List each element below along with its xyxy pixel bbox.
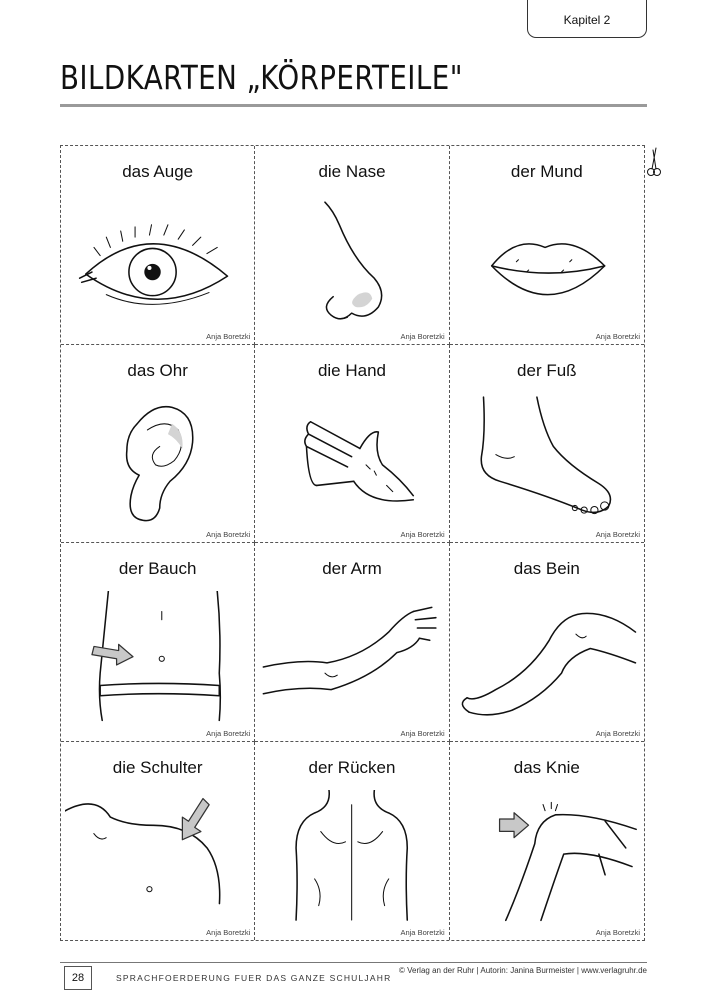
card-credit: Anja Boretzki xyxy=(400,928,445,937)
card-label: das Knie xyxy=(513,757,580,777)
shoulder-icon xyxy=(65,790,250,925)
leg-icon xyxy=(454,591,640,725)
page-title: BILDKARTEN „KÖRPERTEILE" xyxy=(60,58,463,97)
card-credit: Anja Boretzki xyxy=(206,928,251,937)
card-credit: Anja Boretzki xyxy=(595,928,640,937)
book-title: SPRACHFOERDERUNG FUER DAS GANZE SCHULJAHR xyxy=(116,973,392,983)
eye-icon xyxy=(65,194,250,328)
card-credit: Anja Boretzki xyxy=(206,530,251,539)
card-label: das Auge xyxy=(122,162,194,181)
card-label: der Rücken xyxy=(308,757,396,777)
belly-icon xyxy=(65,591,250,725)
card-grid xyxy=(60,145,645,941)
card-arm xyxy=(255,543,449,742)
card-label: die Schulter xyxy=(112,757,203,777)
title-underline xyxy=(60,104,647,107)
card-label: das Bein xyxy=(513,559,580,578)
mouth-icon xyxy=(454,194,640,328)
page-number: 28 xyxy=(64,966,92,990)
card-credit: Anja Boretzki xyxy=(206,728,251,738)
card-credit: Anja Boretzki xyxy=(400,331,445,341)
card-label: der Fuß xyxy=(517,360,577,380)
card-label: der Bauch xyxy=(118,559,197,578)
card-label: die Nase xyxy=(318,162,386,181)
knee-icon xyxy=(454,790,640,925)
arm-icon xyxy=(259,591,444,725)
card-credit: Anja Boretzki xyxy=(595,331,640,341)
card-shoulder xyxy=(61,742,255,941)
card-knee xyxy=(450,742,644,941)
chapter-tab: Kapitel 2 xyxy=(527,0,647,38)
hand-icon xyxy=(259,393,444,527)
foot-icon xyxy=(454,393,640,527)
card-foot xyxy=(450,345,644,544)
card-leg xyxy=(450,543,644,742)
ear-icon xyxy=(65,393,250,527)
card-label: der Arm xyxy=(322,559,382,578)
card-credit: Anja Boretzki xyxy=(206,331,251,341)
card-credit: Anja Boretzki xyxy=(595,728,640,738)
card-credit: Anja Boretzki xyxy=(595,530,640,539)
card-back xyxy=(255,742,449,941)
card-label: das Ohr xyxy=(127,360,188,380)
card-eye xyxy=(61,146,255,345)
card-belly xyxy=(61,543,255,742)
card-ear xyxy=(61,345,255,544)
card-label: die Hand xyxy=(317,360,387,380)
back-icon xyxy=(259,790,444,925)
footer-rule xyxy=(60,962,647,963)
card-nose xyxy=(255,146,449,345)
card-credit: Anja Boretzki xyxy=(400,530,445,539)
card-hand xyxy=(255,345,449,544)
scissors-icon xyxy=(645,145,663,181)
card-credit: Anja Boretzki xyxy=(400,728,445,738)
copyright: © Verlag an der Ruhr | Autorin: Janina Burmeister | www.verlagruhr.de xyxy=(399,966,647,975)
card-label: der Mund xyxy=(510,162,583,181)
nose-icon xyxy=(259,194,444,328)
card-mouth xyxy=(450,146,644,345)
